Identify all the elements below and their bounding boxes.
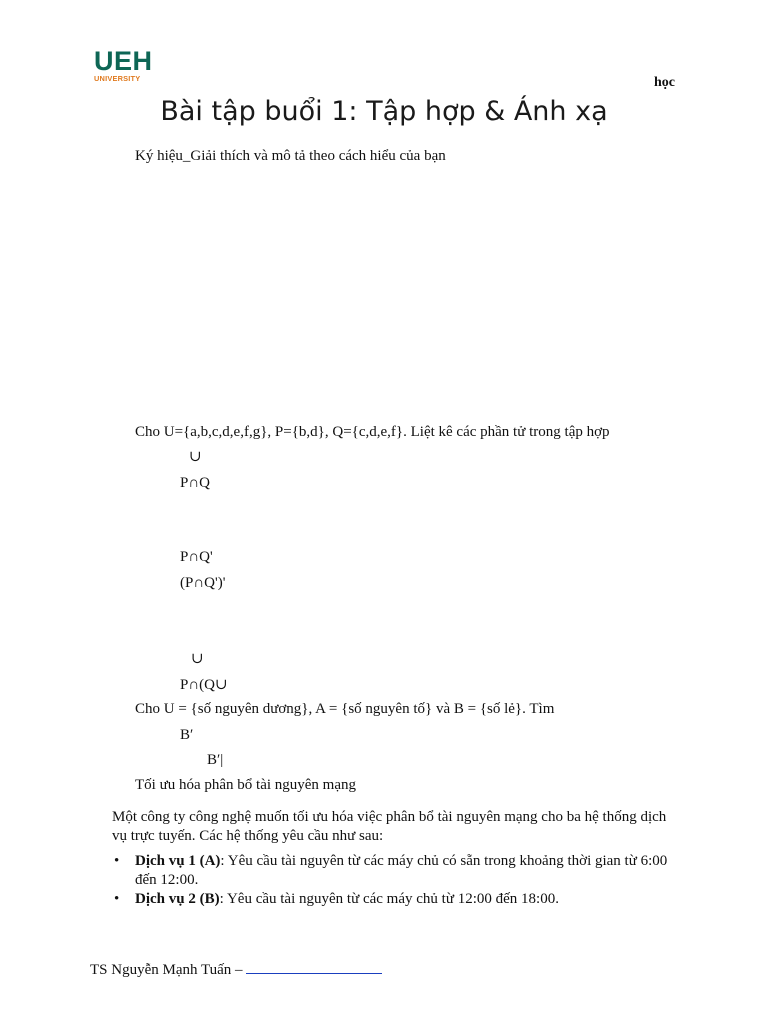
- set-expression: B′: [180, 727, 194, 743]
- section3-intro: Cho U = {số nguyên dương}, A = {số nguyên tố} và B = {số lẻ}. Tìm: [135, 701, 555, 717]
- logo-subtext: UNIVERSITY: [94, 74, 141, 83]
- set-expression: B′|: [207, 752, 224, 768]
- service-name: Dịch vụ 2 (B): [135, 891, 220, 907]
- footer-link-underline: [246, 959, 382, 974]
- header-right-word: học: [654, 75, 675, 90]
- list-item: [112, 890, 672, 909]
- set-expression: ∪: [191, 651, 204, 667]
- author-name: TS Nguyễn Mạnh Tuấn –: [90, 962, 243, 978]
- section4-heading: Tối ưu hóa phân bổ tài nguyên mạng: [135, 777, 357, 793]
- bullet-icon: •: [114, 853, 120, 869]
- bullet-icon: •: [114, 891, 120, 907]
- section1-heading: Ký hiệu_Giải thích và mô tả theo cách hiểu của bạn: [135, 148, 446, 164]
- set-expression: (P∩Q')': [180, 575, 226, 591]
- section4-paragraph: Một công ty công nghệ muốn tối ưu hóa việc phân bổ tài nguyên mạng cho ba hệ thống dịch vụ trực tuyến. Các hệ thống yêu cầu như sau:: [112, 809, 667, 844]
- page-title: Bài tập buổi 1: Tập hợp & Ánh xạ: [160, 96, 608, 127]
- footer-author: [90, 959, 382, 979]
- ueh-logo: [94, 48, 154, 83]
- service-name: Dịch vụ 1 (A): [135, 853, 221, 869]
- set-expression: P∩(Q∪: [180, 677, 228, 693]
- section2-intro: Cho U={a,b,c,d,e,f,g}, P={b,d}, Q={c,d,e,f}. Liệt kê các phần tử trong tập hợp: [135, 424, 610, 440]
- service-list: [112, 852, 672, 909]
- logo-text: UEH: [94, 46, 153, 76]
- service-description: : Yêu cầu tài nguyên từ các máy chủ có sẵn trong khoảng thời gian từ 6:00 đến 12:00.: [135, 853, 668, 888]
- set-expression: P∩Q': [180, 549, 213, 565]
- set-expression: P∩Q: [180, 475, 211, 491]
- service-description: : Yêu cầu tài nguyên từ các máy chủ từ 12:00 đến 18:00.: [219, 891, 559, 907]
- set-expression: ∪: [189, 449, 202, 465]
- list-item: [112, 852, 672, 890]
